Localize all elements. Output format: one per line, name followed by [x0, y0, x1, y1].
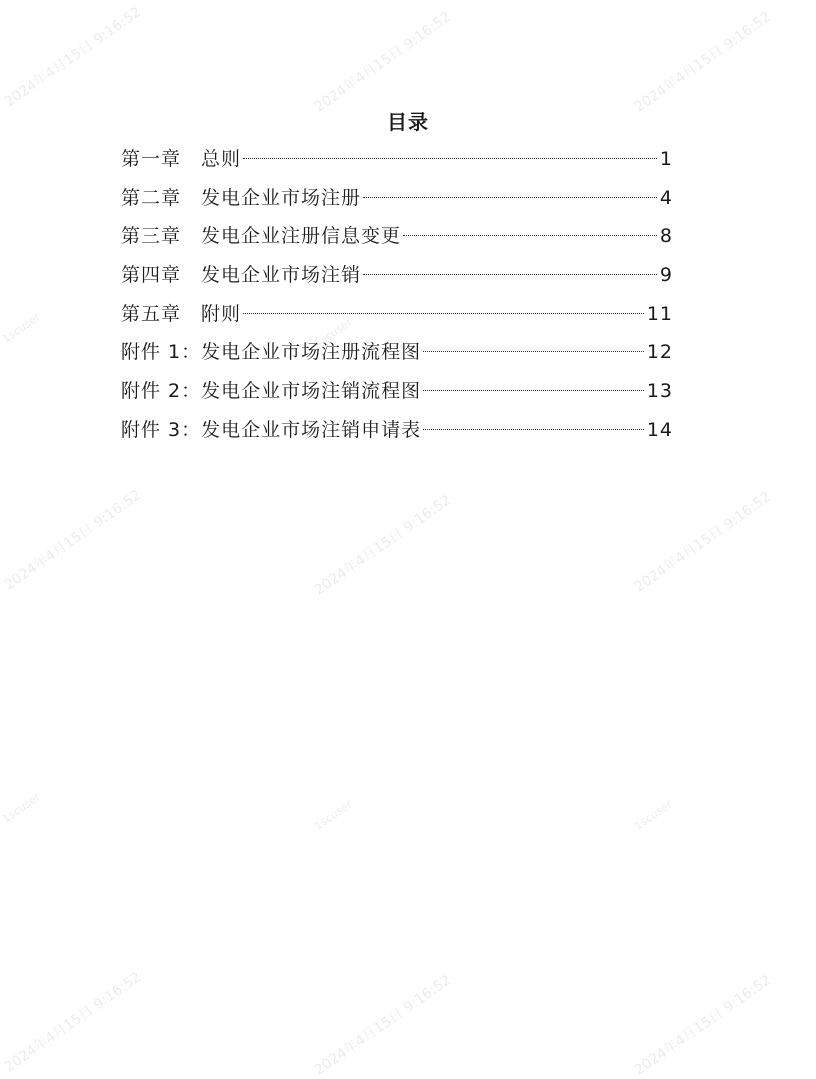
dot-leader [403, 235, 657, 236]
watermark-timestamp: 2024年4月15日 9:16:52 [1, 4, 145, 111]
toc-page-number: 12 [646, 341, 673, 364]
toc-page-number: 8 [659, 225, 673, 248]
toc-entry[interactable] [121, 336, 673, 375]
toc-page-number: 14 [646, 418, 673, 441]
toc-entry[interactable] [121, 220, 673, 259]
page-title: 目录 [387, 110, 429, 134]
dot-leader [423, 390, 644, 391]
toc-page-number: 1 [659, 148, 673, 170]
toc-entry[interactable] [121, 375, 673, 414]
watermark-timestamp: 2024年4月15日 9:16:52 [311, 492, 455, 599]
watermark-timestamp: 2024年4月15日 9:16:52 [631, 9, 775, 116]
toc-entry-label: 附件 1：发电企业市场注册流程图 [121, 341, 422, 364]
dot-leader [423, 351, 644, 352]
watermark-timestamp: 2024年4月15日 9:16:52 [631, 972, 775, 1079]
watermark-timestamp: 2024年4月15日 9:16:52 [311, 9, 455, 116]
watermark-timestamp: 2024年4月15日 9:16:52 [1, 487, 145, 594]
watermark-user: 1scuser [0, 790, 43, 826]
watermark-user: 1scuser [0, 310, 43, 346]
toc-entry-label: 附件 2：发电企业市场注销流程图 [121, 380, 422, 403]
dot-leader [243, 313, 644, 314]
watermark-user: 1scuser [312, 315, 355, 351]
watermark-timestamp: 2024年4月15日 9:16:52 [1, 969, 145, 1076]
table-of-contents [121, 143, 673, 453]
toc-entry-label: 第四章 发电企业市场注销 [121, 264, 362, 287]
dot-leader [363, 197, 657, 198]
watermark-timestamp: 2024年4月15日 9:16:52 [631, 489, 775, 596]
toc-entry[interactable] [121, 259, 673, 298]
toc-entry-label: 第三章 发电企业注册信息变更 [121, 225, 402, 248]
watermark-user: 1scuser [312, 797, 355, 833]
toc-page-number: 11 [646, 302, 673, 325]
watermark-user: 1scuser [632, 797, 675, 833]
toc-entry-label: 第二章 发电企业市场注册 [121, 186, 362, 209]
toc-page-number: 13 [646, 380, 673, 403]
watermark-timestamp: 2024年4月15日 9:16:52 [311, 972, 455, 1079]
dot-leader [363, 274, 657, 275]
dot-leader [243, 158, 657, 159]
toc-entry[interactable] [121, 182, 673, 221]
toc-entry[interactable] [121, 414, 673, 453]
dot-leader [423, 429, 644, 430]
toc-entry[interactable] [121, 143, 673, 182]
toc-page-number: 4 [659, 186, 673, 209]
toc-entry-label: 第五章 附则 [121, 302, 242, 325]
toc-page-number: 9 [659, 264, 673, 287]
toc-entry[interactable] [121, 298, 673, 337]
toc-entry-label: 第一章 总则 [121, 148, 242, 170]
toc-entry-label: 附件 3：发电企业市场注销申请表 [121, 418, 422, 441]
